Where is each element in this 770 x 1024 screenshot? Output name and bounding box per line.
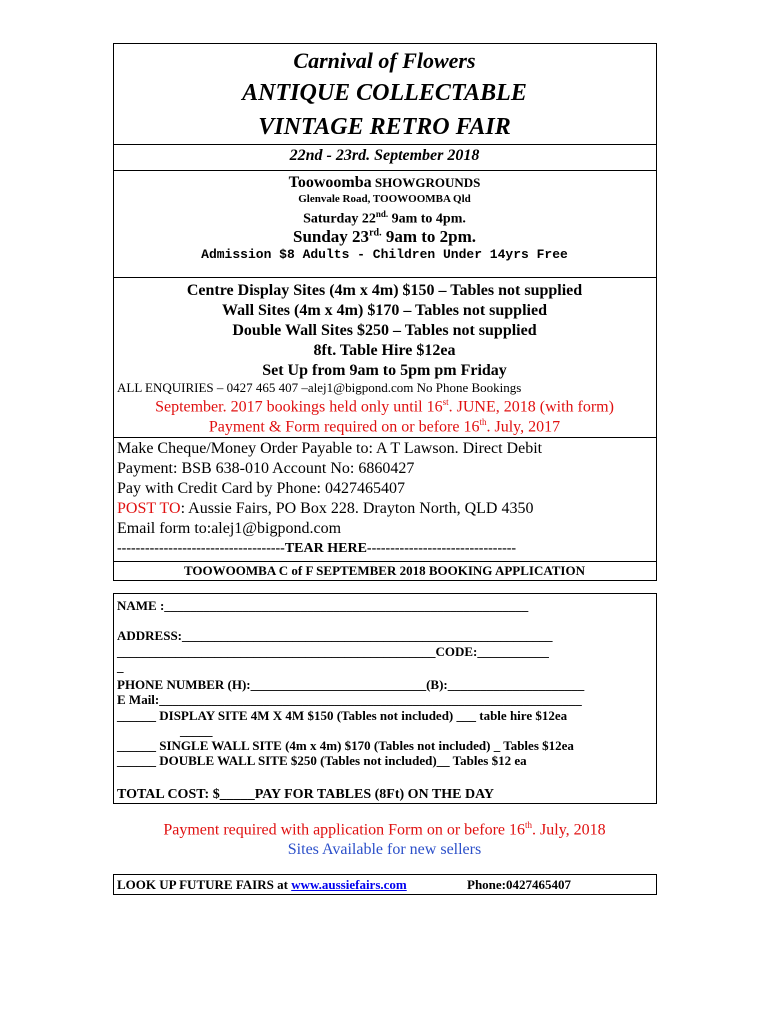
- display-site-option[interactable]: ______ DISPLAY SITE 4M X 4M $150 (Tables not included) ___ table hire $12ea: [117, 708, 568, 723]
- venue-city: Toowoomba: [288, 174, 372, 191]
- post-to-label: POST TO: [117, 500, 181, 517]
- footer-payment-pre: Payment required with application Form on or before 16: [163, 821, 526, 839]
- setup-time: Set Up from 9am to 5pm pm Friday: [262, 362, 507, 379]
- venue-address: Glenvale Road, TOOWOOMBA Qld: [298, 193, 471, 205]
- enquiries: ALL ENQUIRIES – 0427 465 407 –alej1@bigpond.com No Phone Bookings: [117, 380, 522, 395]
- sunday-hours: [113, 227, 656, 247]
- aussiefairs-link[interactable]: www.aussiefairs.com: [291, 877, 407, 892]
- held-sup: st: [442, 397, 449, 407]
- wall-sites: Wall Sites (4m x 4m) $170 – Tables not supplied: [222, 302, 547, 319]
- sites-available: Sites Available for new sellers: [287, 841, 482, 858]
- email-form: Email form to:alej1@bigpond.com: [117, 520, 342, 537]
- saturday-sup: nd.: [375, 209, 389, 219]
- post-to: [117, 500, 533, 518]
- display-site-underscore: _____: [180, 723, 213, 738]
- address-field[interactable]: ADDRESS:_________________________________________________________: [117, 628, 553, 643]
- payment-post: . July, 2017: [486, 418, 561, 436]
- lookup-line: [117, 877, 407, 893]
- bookings-held: [113, 397, 656, 416]
- tear-here: ------------------------------------TEAR HERE--------------------------------: [117, 541, 517, 556]
- saturday-post: 9am to 4pm.: [388, 211, 466, 227]
- post-to-address: : Aussie Fairs, PO Box 228. Drayton North, QLD 4350: [180, 500, 534, 517]
- double-wall-option[interactable]: ______ DOUBLE WALL SITE $250 (Tables not included)__ Tables $12 ea: [117, 753, 527, 768]
- event-title-line2: ANTIQUE COLLECTABLE: [242, 80, 527, 106]
- payment-pre: Payment & Form required on or before 16: [208, 418, 480, 436]
- centre-sites: Centre Display Sites (4m x 4m) $150 – Tables not supplied: [186, 282, 583, 299]
- saturday-hours: [113, 209, 656, 228]
- admission-text: Admission $8 Adults - Children Under 14yrs Free: [201, 247, 568, 262]
- sunday-sup: rd.: [369, 227, 382, 239]
- venue-name: [113, 174, 656, 192]
- payment-sup: th: [479, 417, 487, 427]
- bsb-details: Payment: BSB 638-010 Account No: 6860427: [117, 460, 415, 477]
- name-field[interactable]: NAME :________________________________________________________: [117, 598, 529, 613]
- footer-payment: [113, 820, 656, 839]
- address-underscore: _: [117, 659, 124, 674]
- event-title-line3: VINTAGE RETRO FAIR: [258, 114, 511, 140]
- held-post: . JUNE, 2018 (with form): [448, 398, 614, 416]
- venue-grounds: SHOWGROUNDS: [371, 175, 481, 190]
- footer-phone: Phone:0427465407: [467, 877, 571, 892]
- cheque-payable: Make Cheque/Money Order Payable to: A T Lawson. Direct Debit: [117, 440, 543, 457]
- event-title-line1: Carnival of Flowers: [293, 48, 476, 73]
- table-hire: 8ft. Table Hire $12ea: [313, 342, 456, 359]
- sunday-pre: Sunday 23: [292, 227, 370, 246]
- payment-deadline: [113, 417, 656, 436]
- address-field-line2[interactable]: _________________________________________________CODE:___________: [117, 644, 549, 659]
- total-cost[interactable]: TOTAL COST: $_____PAY FOR TABLES (8Ft) ON THE DAY: [117, 787, 495, 802]
- phone-field[interactable]: PHONE NUMBER (H):___________________________(B):_____________________: [117, 677, 585, 692]
- event-dates: 22nd - 23rd. September 2018: [289, 147, 480, 164]
- footer-payment-sup: th: [525, 820, 533, 830]
- application-title: TOOWOOMBA C of F SEPTEMBER 2018 BOOKING APPLICATION: [184, 563, 585, 578]
- held-pre: September. 2017 bookings held only until 16: [155, 398, 443, 416]
- double-wall-sites: Double Wall Sites $250 – Tables not supplied: [232, 322, 537, 339]
- footer-payment-post: . July, 2018: [532, 821, 606, 839]
- lookup-text: LOOK UP FUTURE FAIRS at: [117, 877, 292, 892]
- single-wall-option[interactable]: ______ SINGLE WALL SITE (4m x 4m) $170 (Tables not included) _ Tables $12ea: [117, 738, 574, 753]
- email-field[interactable]: E Mail:_________________________________________________________________: [117, 692, 582, 707]
- sunday-post: 9am to 2pm.: [381, 227, 477, 246]
- credit-card: Pay with Credit Card by Phone: 0427465407: [117, 480, 405, 497]
- saturday-pre: Saturday 22: [303, 211, 376, 227]
